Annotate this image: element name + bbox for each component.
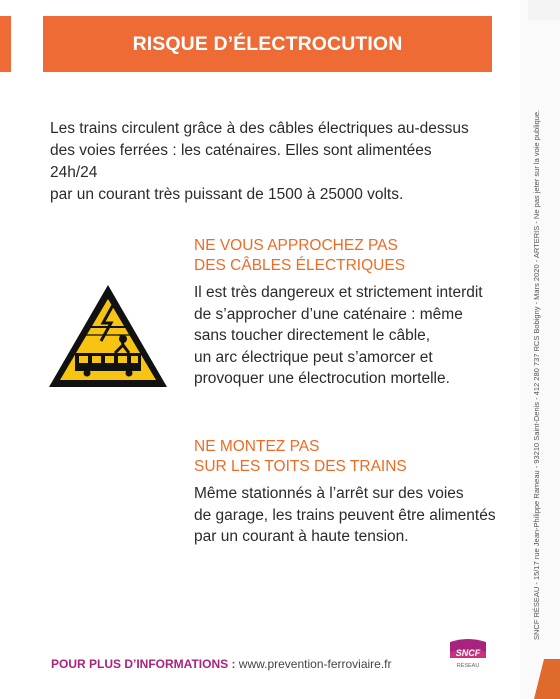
intro-line: des voies ferrées : les caténaires. Elles sont alimentées 24h/24: [50, 142, 432, 181]
svg-text:RÉSEAU: RÉSEAU: [456, 663, 480, 669]
section-body-line: de s’approcher d’une caténaire : même: [194, 305, 463, 323]
page-title: RISQUE D’ÉLECTROCUTION: [43, 16, 492, 72]
section-body-line: provoquer une électrocution mortelle.: [194, 370, 450, 387]
right-edge-top: [528, 0, 560, 20]
footer-url-link[interactable]: www.prevention-ferroviaire.fr: [238, 657, 392, 671]
footer-info: [51, 657, 392, 671]
sncf-logo: [448, 638, 488, 672]
footer-label: POUR PLUS D’INFORMATIONS :: [51, 657, 239, 671]
section-body-line: de garage, les trains peuvent être alimentés: [194, 506, 496, 524]
section-title-line: NE VOUS APPROCHEZ PAS: [194, 237, 398, 254]
intro-line: Les trains circulent grâce à des câbles électriques au-dessus: [50, 120, 469, 137]
section-title-line: SUR LES TOITS DES TRAINS: [194, 458, 407, 475]
section-title-line: DES CÂBLES ÉLECTRIQUES: [194, 257, 406, 274]
section-body-line: Même stationnés à l’arrêt sur des voies: [194, 485, 464, 502]
intro-line: par un courant très puissant de 1500 à 25000 volts.: [50, 186, 404, 203]
section-title-line: NE MONTEZ PAS: [194, 438, 320, 455]
section-body-roofs: [194, 483, 514, 548]
section-body-line: Il est très dangereux et strictement interdit: [194, 284, 483, 301]
left-tab-decoration: [0, 16, 11, 72]
electrical-hazard-warning-icon: [47, 283, 169, 389]
section-title-cables: [194, 236, 494, 276]
section-body-line: un arc électrique peut s’amorcer et: [194, 348, 433, 366]
right-edge-bottom: [520, 659, 560, 699]
section-body-line: par un courant à haute tension.: [194, 528, 409, 545]
section-body-line: sans toucher directement le câble,: [194, 327, 431, 344]
legal-vertical-text: SNCF RÉSEAU - 15/17 rue Jean-Philippe Rameau - 93210 Saint-Denis - 412 280 737 RCS Bobigny - Mars 2020 - ARTERIS - Ne pas jeter sur la voie publique.: [532, 109, 541, 640]
section-title-roofs: [194, 437, 494, 477]
intro-paragraph: [50, 118, 480, 206]
section-body-cables: [194, 282, 514, 390]
svg-text:SNCF: SNCF: [455, 648, 481, 658]
